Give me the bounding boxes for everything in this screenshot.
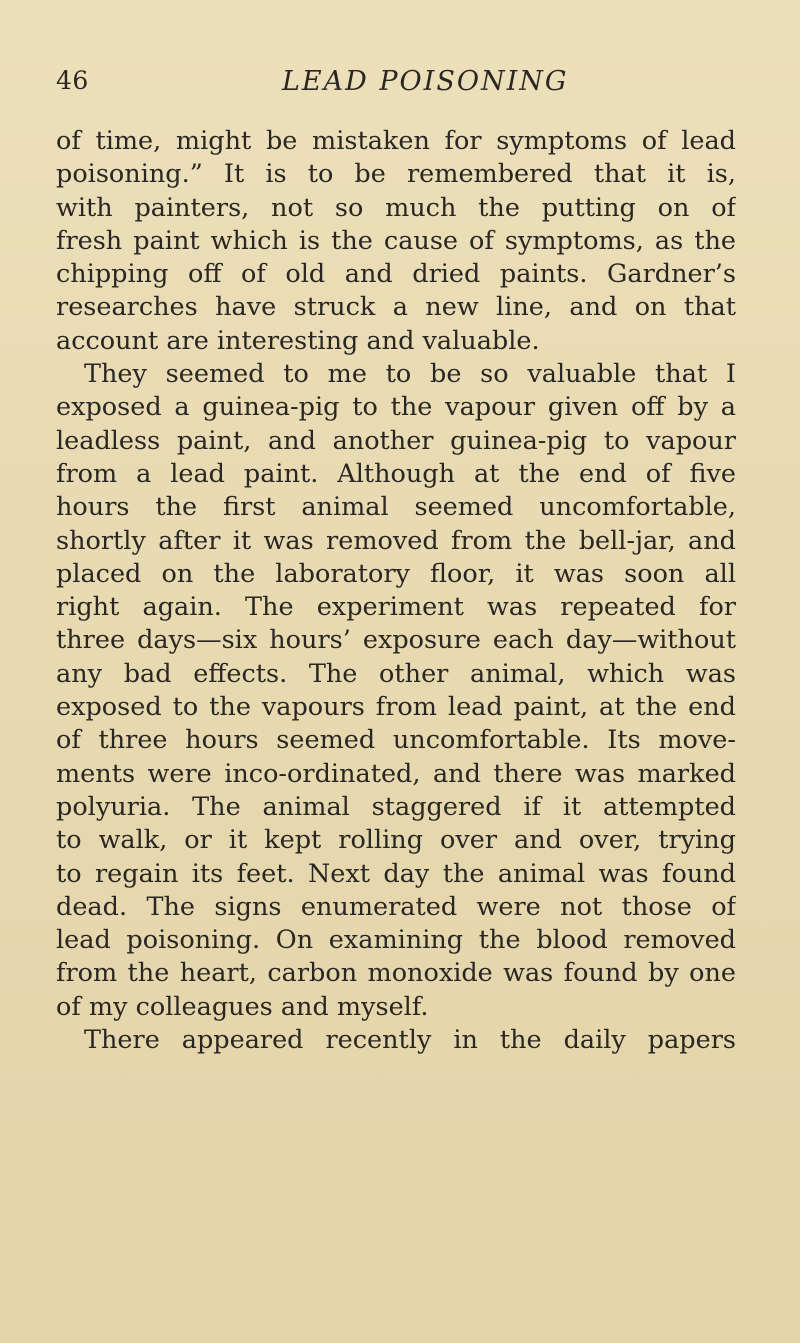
text-line: researches have struck a new line, and on that <box>56 292 736 323</box>
text-line: shortly after it was removed from the bell-jar, and <box>56 525 736 556</box>
body-text <box>56 125 736 1057</box>
text-line: of my colleagues and myself. <box>56 991 429 1022</box>
page-header <box>56 66 756 106</box>
running-head: LEAD POISONING <box>282 66 569 97</box>
text-line: from the heart, carbon monoxide was found by one <box>56 958 736 989</box>
text-line: lead poisoning. On examining the blood removed <box>56 925 736 956</box>
text-line: any bad effects. The other animal, which was <box>56 658 736 689</box>
text-line: There appeared recently in the daily papers <box>84 1025 736 1056</box>
paragraph-1 <box>56 125 736 358</box>
text-line: to walk, or it kept rolling over and over, trying <box>56 825 736 856</box>
text-line: exposed a guinea-pig to the vapour given off by a <box>56 392 736 423</box>
text-line: dead. The signs enumerated were not those of <box>56 891 736 922</box>
text-line: ments were inco-ordinated, and there was marked <box>56 758 736 789</box>
text-line: of three hours seemed uncomfortable. Its move- <box>56 725 736 756</box>
text-line: to regain its feet. Next day the animal was found <box>56 858 736 889</box>
text-line: leadless paint, and another guinea-pig to vapour <box>56 425 736 456</box>
paragraph-3 <box>56 1024 736 1057</box>
text-line: fresh paint which is the cause of symptoms, as the <box>56 225 736 256</box>
text-line: from a lead paint. Although at the end of five <box>56 458 736 489</box>
text-line: hours the first animal seemed uncomfortable, <box>56 492 736 523</box>
text-line: with painters, not so much the putting on of <box>56 192 736 223</box>
text-line: account are interesting and valuable. <box>56 325 540 356</box>
text-line: polyuria. The animal staggered if it attempted <box>56 791 736 822</box>
text-line: They seemed to me to be so valuable that I <box>84 359 736 390</box>
text-line: three days—six hours’ exposure each day—without <box>56 625 736 656</box>
text-line: of time, might be mistaken for symptoms of lead <box>56 126 736 156</box>
page-number: 46 <box>56 66 89 95</box>
paragraph-2 <box>56 358 736 1024</box>
text-line: exposed to the vapours from lead paint, at the end <box>56 692 736 723</box>
text-line: right again. The experiment was repeated for <box>56 592 736 623</box>
text-line: chipping off of old and dried paints. Gardner’s <box>56 259 736 290</box>
text-line: poisoning.” It is to be remembered that it is, <box>56 159 736 190</box>
text-line: placed on the laboratory floor, it was soon all <box>56 558 736 589</box>
